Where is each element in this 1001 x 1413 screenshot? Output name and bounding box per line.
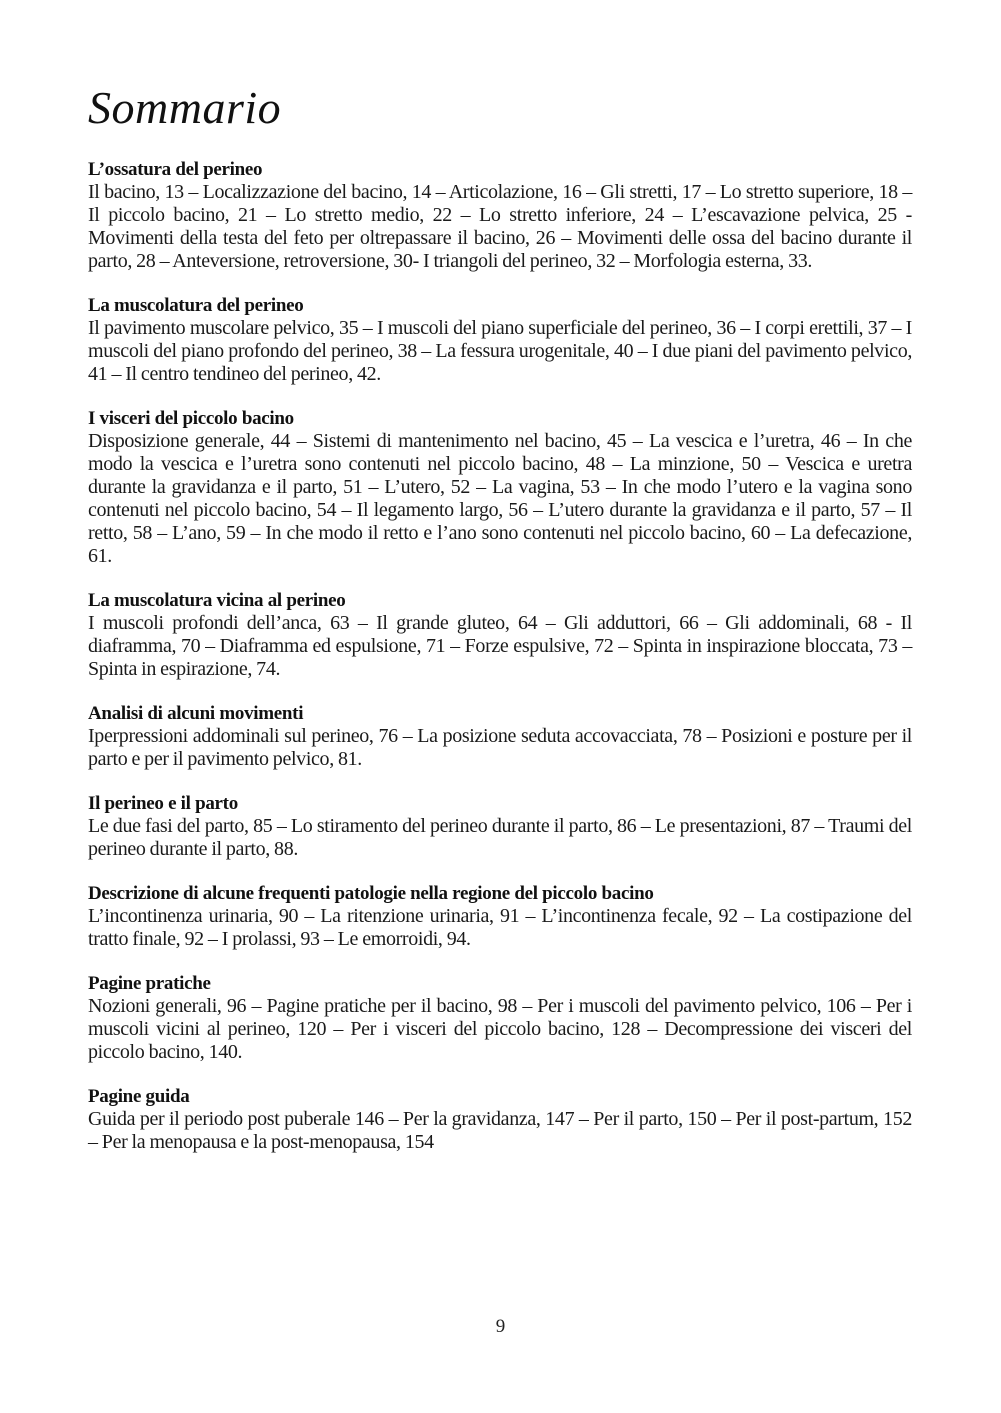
section-heading: Il perineo e il parto <box>88 793 238 814</box>
section-entries: Nozioni generali, 96 – Pagine pratiche per il bacino, 98 – Per i muscoli del pavimento pelvico, 106 – Per i muscoli vicini al perineo, 120 – Per i visceri del piccolo bacino, 128 – Decompressione dei visceri del piccolo bacino, 140. <box>88 995 912 1063</box>
table-of-contents-page <box>88 78 912 1175</box>
page-number: 9 <box>495 1316 506 1337</box>
toc-section-pagine-pratiche <box>88 972 912 1064</box>
section-entries: Iperpressioni addominali sul perineo, 76 – La posizione seduta accovacciata, 78 – Posizioni e posture per il parto e per il pavimento pelvico, 81. <box>88 725 912 770</box>
toc-section-visceri <box>88 407 912 568</box>
section-heading: La muscolatura vicina al perineo <box>88 590 346 611</box>
section-entries: Il pavimento muscolare pelvico, 35 – I muscoli del piano superficiale del perineo, 36 – I corpi erettili, 37 – I muscoli del piano profondo del perineo, 38 – La fessura urogenitale, 40 – I due piani del pavimento pelvico, 41 – Il centro tendineo del perineo, 42. <box>88 317 912 385</box>
section-entries: Disposizione generale, 44 – Sistemi di mantenimento nel bacino, 45 – La vescica e l’uretra, 46 – In che modo la vescica e l’uretra sono contenuti nel piccolo bacino, 48 – La minzione, 50 – Vescica e uretra durante la gravidanza e il parto, 51 – L’utero, 52 – La vagina, 53 – In che modo l’utero e la vagina sono contenuti nel piccolo bacino, 54 – Il legamento largo, 56 – L’utero durante la gravidanza e il parto, 57 – Il retto, 58 – L’ano, 59 – In che modo il retto e l’ano sono contenuti nel piccolo bacino, 60 – La defecazione, 61. <box>88 430 912 567</box>
section-entries: I muscoli profondi dell’anca, 63 – Il grande gluteo, 64 – Gli adduttori, 66 – Gli addominali, 68 - Il diaframma, 70 – Diaframma ed espulsione, 71 – Forze espulsive, 72 – Spinta in inspirazione bloccata, 73 – Spinta in espirazione, 74. <box>88 612 912 680</box>
section-heading: La muscolatura del perineo <box>88 295 304 316</box>
section-entries: L’incontinenza urinaria, 90 – La ritenzione urinaria, 91 – L’incontinenza fecale, 92 – La costipazione del tratto finale, 92 – I prolassi, 93 – Le emorroidi, 94. <box>88 905 912 950</box>
toc-section-muscolatura <box>88 294 912 386</box>
section-heading: I visceri del piccolo bacino <box>88 408 294 429</box>
section-entries: Guida per il periodo post puberale 146 – Per la gravidanza, 147 – Per il parto, 150 – Per il post-partum, 152 – Per la menopausa e la post-menopausa, 154 <box>88 1108 912 1153</box>
toc-section-analisi-movimenti <box>88 702 912 771</box>
section-heading: Descrizione di alcune frequenti patologie nella regione del piccolo bacino <box>88 883 654 904</box>
page-title: Sommario <box>88 82 282 133</box>
section-heading: Analisi di alcuni movimenti <box>88 703 304 724</box>
section-entries: Le due fasi del parto, 85 – Lo stiramento del perineo durante il parto, 86 – Le presentazioni, 87 – Traumi del perineo durante il parto, 88. <box>88 815 912 860</box>
section-heading: Pagine guida <box>88 1086 190 1107</box>
toc-section-ossatura <box>88 158 912 273</box>
toc-section-muscolatura-vicina <box>88 589 912 681</box>
toc-section-pagine-guida <box>88 1085 912 1154</box>
toc-section-patologie <box>88 882 912 951</box>
toc-section-perineo-parto <box>88 792 912 861</box>
section-heading: L’ossatura del perineo <box>88 159 263 180</box>
section-heading: Pagine pratiche <box>88 973 211 994</box>
section-entries: Il bacino, 13 – Localizzazione del bacino, 14 – Articolazione, 16 – Gli stretti, 17 – Lo stretto superiore, 18 – Il piccolo bacino, 21 – Lo stretto medio, 22 – Lo stretto inferiore, 24 – L’escavazione pelvica, 25 - Movimenti della testa del feto per oltrepassare il bacino, 26 – Movimenti delle ossa del bacino durante il parto, 28 – Anteversione, retroversione, 30- I triangoli del perineo, 32 – Morfologia esterna, 33. <box>88 181 912 272</box>
